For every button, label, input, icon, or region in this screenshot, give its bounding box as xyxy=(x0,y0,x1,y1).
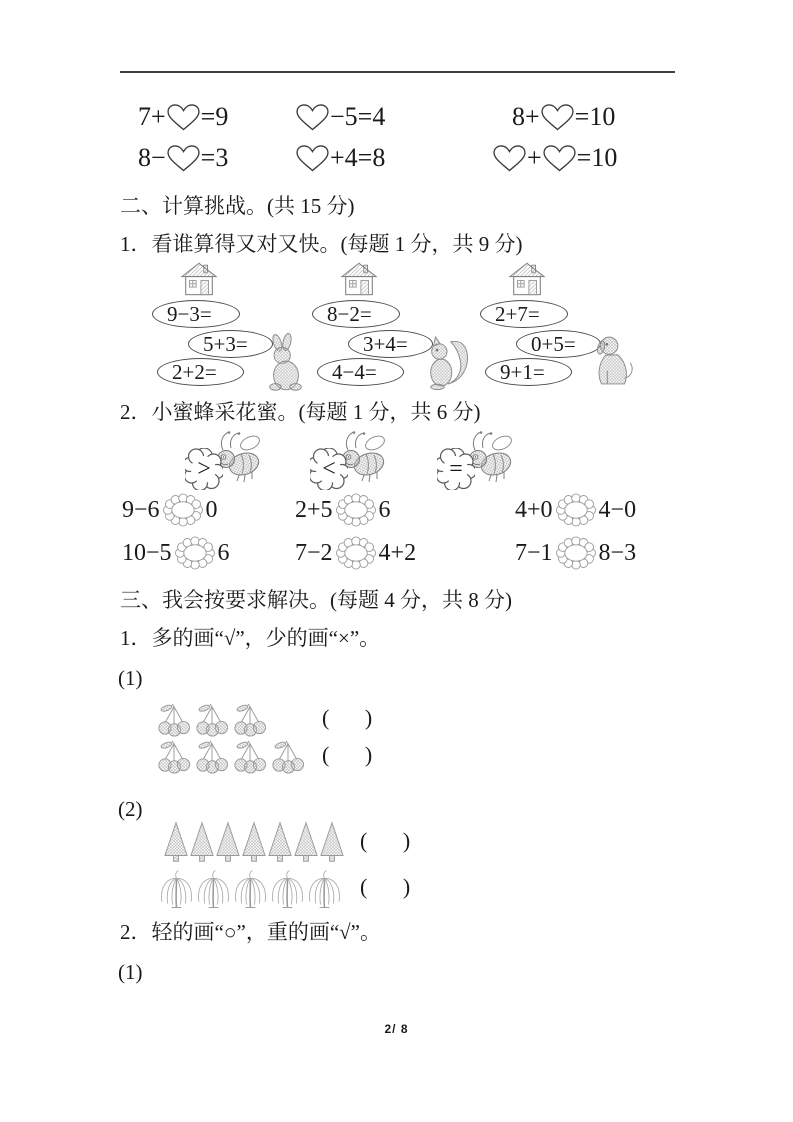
wreath-icon xyxy=(335,492,377,528)
equation-group xyxy=(312,300,482,390)
cherry-icon xyxy=(157,703,191,737)
equation-group xyxy=(480,300,650,390)
house xyxy=(508,262,546,301)
cherry-icon xyxy=(271,740,305,774)
cherry-bunch xyxy=(233,703,267,742)
section3-q1-heading: 1．多的画“√”，少的画“×”。 xyxy=(120,626,381,650)
comparison-right: 4−0 xyxy=(598,496,637,523)
comparison-right: 6 xyxy=(378,496,391,523)
cherry-bunch xyxy=(195,740,229,779)
pine-tree-icon xyxy=(189,820,215,864)
equation-fragment: +4=8 xyxy=(330,143,386,172)
pine-tree-icon xyxy=(293,820,319,864)
pine-tree xyxy=(241,820,267,869)
equation-group xyxy=(152,300,322,390)
pine-tree-icon xyxy=(319,820,345,864)
symbol-cloud xyxy=(437,448,475,490)
equation-oval xyxy=(152,300,240,328)
cherry-bunch xyxy=(157,703,191,742)
pine-tree-icon xyxy=(241,820,267,864)
page-number: 2/ 8 xyxy=(384,1022,409,1036)
sub-item-label-1: (1) xyxy=(118,666,143,690)
section3-heading: 三、我会按要求解决。(每题 4 分，共 8 分) xyxy=(120,588,512,612)
comparison-left: 7−1 xyxy=(515,539,553,566)
equation-fragment: =3 xyxy=(200,143,229,172)
comparison-item xyxy=(122,492,218,528)
equation-oval xyxy=(312,300,400,328)
cherry-bunch xyxy=(233,740,267,779)
oval-equation-text: 4−4= xyxy=(332,359,377,384)
willow-tree-icon xyxy=(306,868,343,908)
equation-fragment: 7+ xyxy=(138,102,166,131)
heart-icon xyxy=(541,104,574,131)
symbol-cloud xyxy=(310,448,348,490)
comparison-left: 7−2 xyxy=(295,539,333,566)
equation-fragment: =10 xyxy=(576,143,618,172)
willow-tree xyxy=(158,868,195,913)
oval-equation-text: 9−3= xyxy=(167,301,212,326)
house xyxy=(340,262,378,301)
wreath-icon xyxy=(335,535,377,571)
heart-icon xyxy=(493,145,526,172)
house-icon xyxy=(180,262,218,296)
heart-equation xyxy=(138,100,228,134)
equation-oval xyxy=(516,330,601,358)
equation-oval xyxy=(317,358,404,386)
willow-tree xyxy=(195,868,232,913)
house xyxy=(180,262,218,301)
comparison-symbol: < xyxy=(322,455,336,482)
heart-equation xyxy=(295,100,385,134)
heart-equation xyxy=(138,141,228,175)
pine-tree xyxy=(163,820,189,869)
cherry-bunch xyxy=(157,740,191,779)
oval-equation-text: 2+2= xyxy=(172,359,217,384)
wreath-icon xyxy=(555,492,597,528)
heart-equation xyxy=(295,141,385,175)
equation-fragment: 8− xyxy=(138,143,166,172)
comparison-symbol: > xyxy=(197,455,211,482)
cherry-icon xyxy=(233,740,267,774)
dog-icon xyxy=(592,333,636,389)
cherry-icon xyxy=(195,703,229,737)
comparison-left: 10−5 xyxy=(122,539,172,566)
comparison-symbol: = xyxy=(449,455,463,482)
equation-oval xyxy=(485,358,572,386)
cherry-icon xyxy=(195,740,229,774)
animal xyxy=(264,333,308,398)
section3-q2-heading: 2．轻的画“○”，重的画“√”。 xyxy=(120,920,381,944)
rabbit-icon xyxy=(264,333,308,393)
house-icon xyxy=(508,262,546,296)
heart-icon xyxy=(543,145,576,172)
section2-q1-heading: 1．看谁算得又对又快。(每题 1 分，共 9 分) xyxy=(120,232,523,256)
comparison-item xyxy=(515,535,636,571)
animal xyxy=(424,333,470,396)
cherry-bunch xyxy=(195,703,229,742)
heart-equation xyxy=(512,100,615,134)
pine-tree-icon xyxy=(215,820,241,864)
equation-oval xyxy=(188,330,273,358)
cherry-icon xyxy=(157,740,191,774)
heart-icon xyxy=(167,145,200,172)
pine-tree-icon xyxy=(163,820,189,864)
house-icon xyxy=(340,262,378,296)
section2-q2-heading: 2．小蜜蜂采花蜜。(每题 1 分，共 6 分) xyxy=(120,400,481,424)
heart-icon xyxy=(296,104,329,131)
oval-equation-text: 9+1= xyxy=(500,359,545,384)
willow-row xyxy=(158,868,343,913)
pine-tree xyxy=(293,820,319,869)
header-rule xyxy=(120,71,675,73)
willow-tree xyxy=(232,868,269,913)
wreath-icon xyxy=(555,535,597,571)
section2-heading: 二、计算挑战。(共 15 分) xyxy=(120,194,355,218)
comparison-left: 2+5 xyxy=(295,496,333,523)
pine-row xyxy=(163,820,345,869)
answer-bracket: ( ) xyxy=(322,705,373,730)
cherry-icon xyxy=(233,703,267,737)
comparison-right: 8−3 xyxy=(598,539,637,566)
willow-tree-icon xyxy=(269,868,306,908)
equation-fragment: −5=4 xyxy=(330,102,386,131)
heart-icon xyxy=(167,104,200,131)
pine-tree xyxy=(267,820,293,869)
pine-tree xyxy=(215,820,241,869)
answer-bracket: ( ) xyxy=(360,828,411,853)
comparison-item xyxy=(122,535,230,571)
comparison-right: 6 xyxy=(217,539,230,566)
equation-oval xyxy=(157,358,244,386)
willow-tree-icon xyxy=(158,868,195,908)
heart-equation xyxy=(492,141,617,175)
cherry-bunch xyxy=(271,740,305,779)
equation-fragment: =10 xyxy=(574,102,616,131)
oval-equation-text: 8−2= xyxy=(327,301,372,326)
comparison-right: 0 xyxy=(205,496,218,523)
pine-tree-icon xyxy=(267,820,293,864)
symbol-cloud xyxy=(185,448,223,490)
animal xyxy=(592,333,636,394)
answer-bracket: ( ) xyxy=(322,742,373,767)
willow-tree-icon xyxy=(195,868,232,908)
willow-tree xyxy=(306,868,343,913)
oval-equation-text: 5+3= xyxy=(203,331,248,356)
cherry-row xyxy=(157,703,267,742)
comparison-left: 4+0 xyxy=(515,496,553,523)
wreath-icon xyxy=(162,492,204,528)
willow-tree-icon xyxy=(232,868,269,908)
oval-equation-text: 2+7= xyxy=(495,301,540,326)
pine-tree xyxy=(189,820,215,869)
equation-fragment: =9 xyxy=(200,102,229,131)
heart-icon xyxy=(296,145,329,172)
sub-item-label-3: (1) xyxy=(118,960,143,984)
equation-oval xyxy=(480,300,568,328)
comparison-left: 9−6 xyxy=(122,496,160,523)
sub-item-label-2: (2) xyxy=(118,797,143,821)
oval-equation-text: 0+5= xyxy=(531,331,576,356)
pine-tree xyxy=(319,820,345,869)
answer-bracket: ( ) xyxy=(360,874,411,899)
wreath-icon xyxy=(174,535,216,571)
equation-oval xyxy=(348,330,433,358)
oval-equation-text: 3+4= xyxy=(363,331,408,356)
cherry-row xyxy=(157,740,305,779)
comparison-item xyxy=(295,535,416,571)
comparison-item xyxy=(295,492,391,528)
equation-fragment: 8+ xyxy=(512,102,540,131)
squirrel-icon xyxy=(424,333,470,391)
comparison-item xyxy=(515,492,636,528)
comparison-right: 4+2 xyxy=(378,539,417,566)
equation-fragment: + xyxy=(527,143,542,172)
willow-tree xyxy=(269,868,306,913)
